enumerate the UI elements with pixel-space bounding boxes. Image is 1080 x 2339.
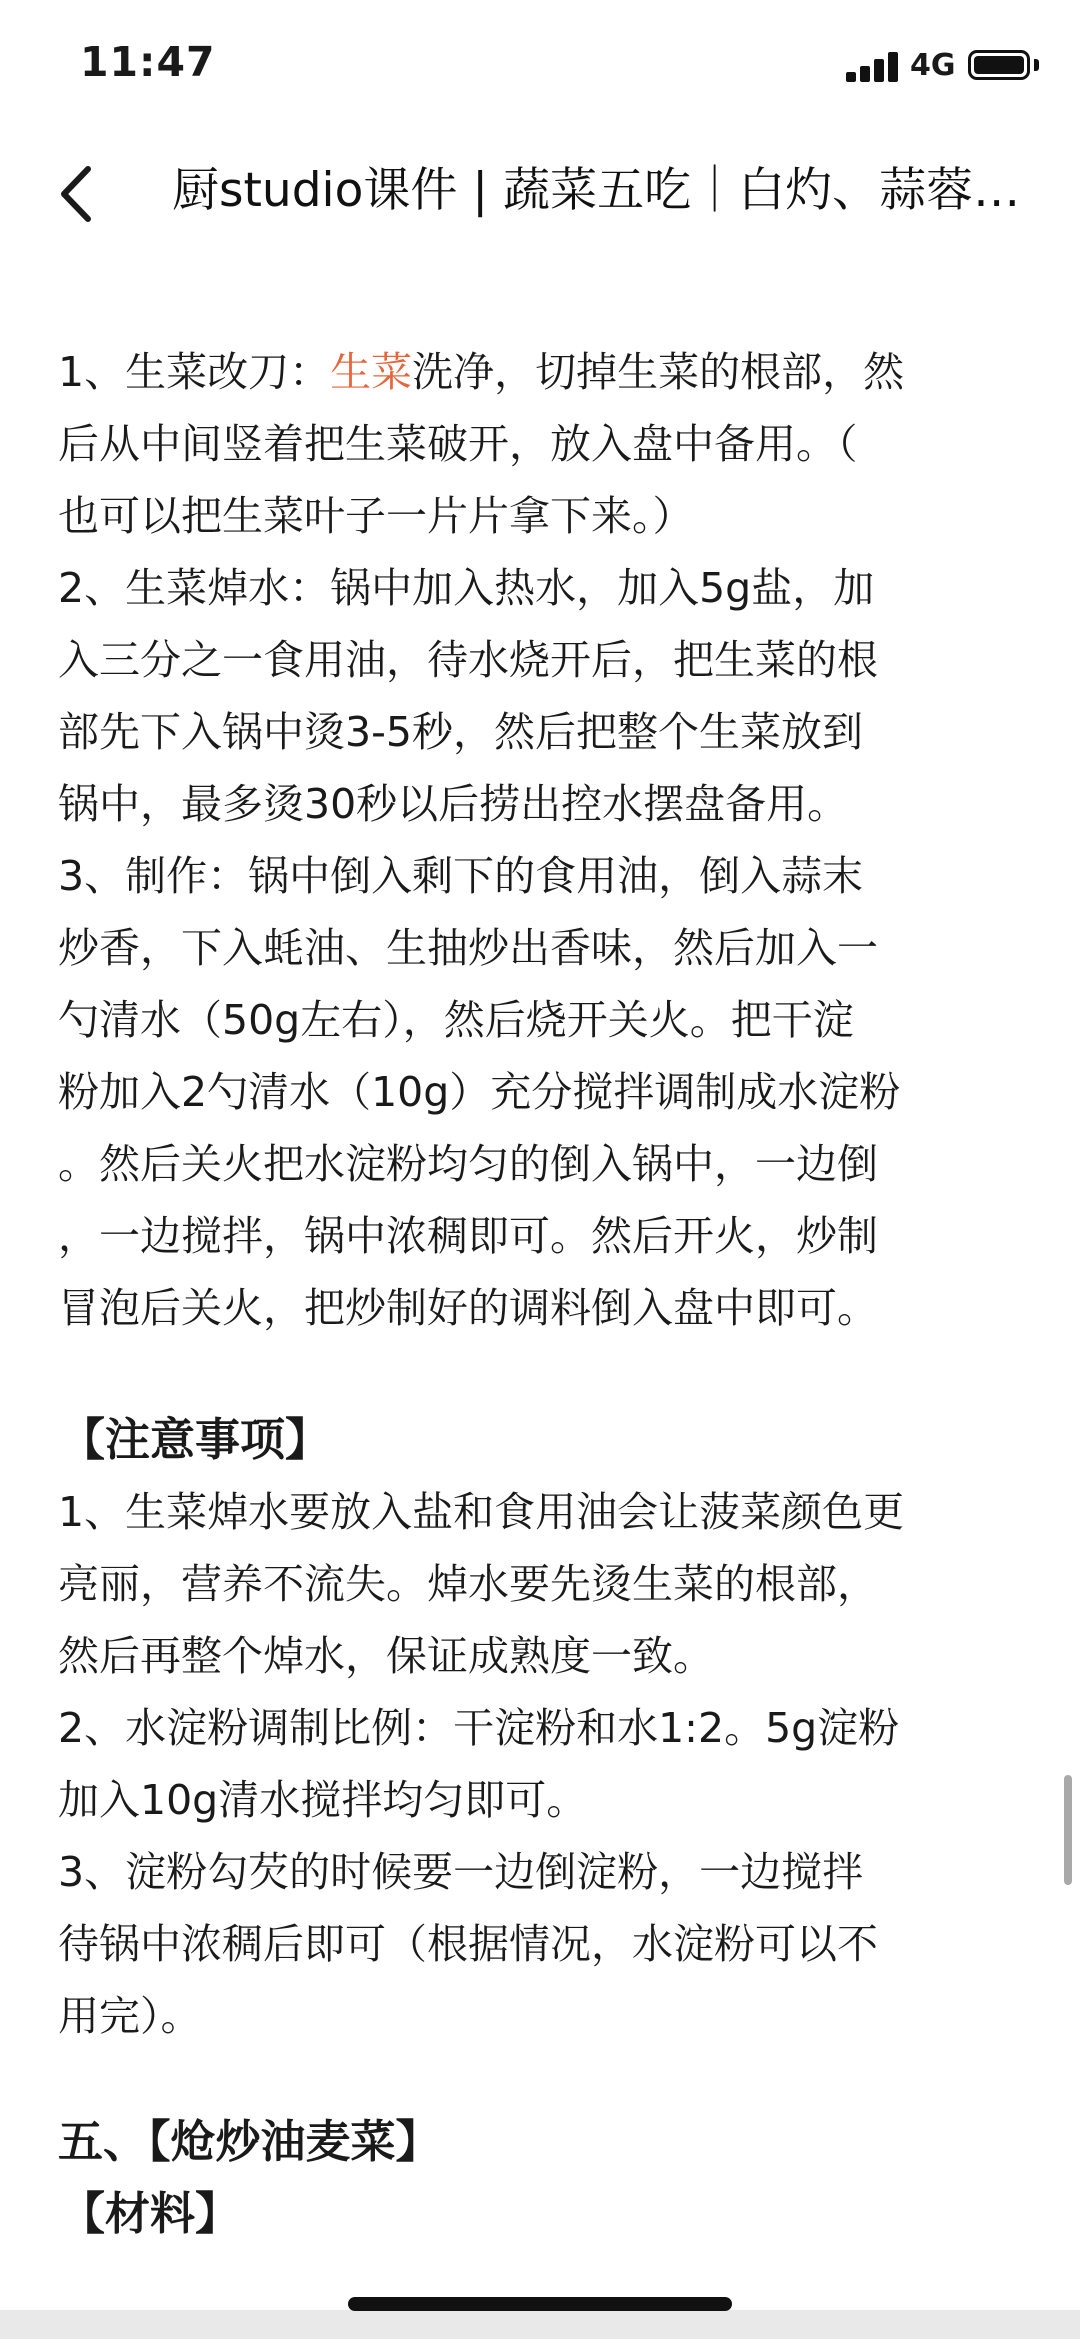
navigation-bar [0,135,1080,255]
home-indicator[interactable] [348,2297,732,2311]
note-1: 1、生菜焯水要放入盐和食用油会让菠菜颜色更 亮丽，营养不流失。焯水要先烫生菜的根部， 然后再整个焯水，保证成熟度一致。 [58,1488,905,1680]
battery-cap [1034,59,1039,71]
network-type: 4G [910,48,956,83]
notes-heading: 【注意事项】 [60,1413,331,1466]
status-bar [0,0,1080,135]
bottom-safe-area [0,2310,1080,2339]
step-3: 3、制作：锅中倒入剩下的食用油，倒入蒜末 炒香，下入蚝油、生抽炒出香味，然后加入一 勺清水（50g左右），然后烧开关火。把干淀 粉加入2勺清水（10g）充分搅拌调制成水淀粉 。然后关火把水淀粉均匀的倒入锅中，一边倒 ，一边搅拌，锅中浓稠即可。然后开火，炒制 冒泡后关火，把炒制好的调料倒入盘中即可。 [58,852,901,1332]
page-title: 厨studio课件 | 蔬菜五吃｜白灼、蒜蓉… [172,163,1021,218]
back-button[interactable] [50,157,110,227]
section-5-heading: 五、【炝炒油麦菜】 [58,2115,441,2168]
note-2: 2、水淀粉调制比例：干淀粉和水1:2。5g淀粉 加入10g清水搅拌均匀即可。 [58,1704,900,1824]
step-2: 2、生菜焯水：锅中加入热水，加入5g盐，加 入三分之一食用油，待水烧开后，把生菜的根 部先下入锅中烫3-5秒，然后把整个生菜放到 锅中，最多烫30秒以后捞出控水摆盘备用。 [58,564,878,828]
note-3: 3、淀粉勾芡的时候要一边倒淀粉，一边搅拌 待锅中浓稠后即可（根据情况，水淀粉可以不 用完）。 [58,1848,878,2040]
cellular-signal-icon [846,52,900,82]
article-content [0,208,1080,2270]
chevron-left-icon [50,157,110,227]
materials-heading: 【材料】 [60,2187,241,2240]
battery-icon [968,50,1030,80]
highlight-link-lettuce[interactable]: 生菜 [330,348,413,396]
step-1: 1、生菜改刀：生菜洗净，切掉生菜的根部，然 后从中间竖着把生菜破开，放入盘中备用。（ 也可以把生菜叶子一片片拿下来。） [58,348,905,540]
scrollbar[interactable] [1064,1775,1072,1885]
status-time: 11:47 [80,38,216,86]
